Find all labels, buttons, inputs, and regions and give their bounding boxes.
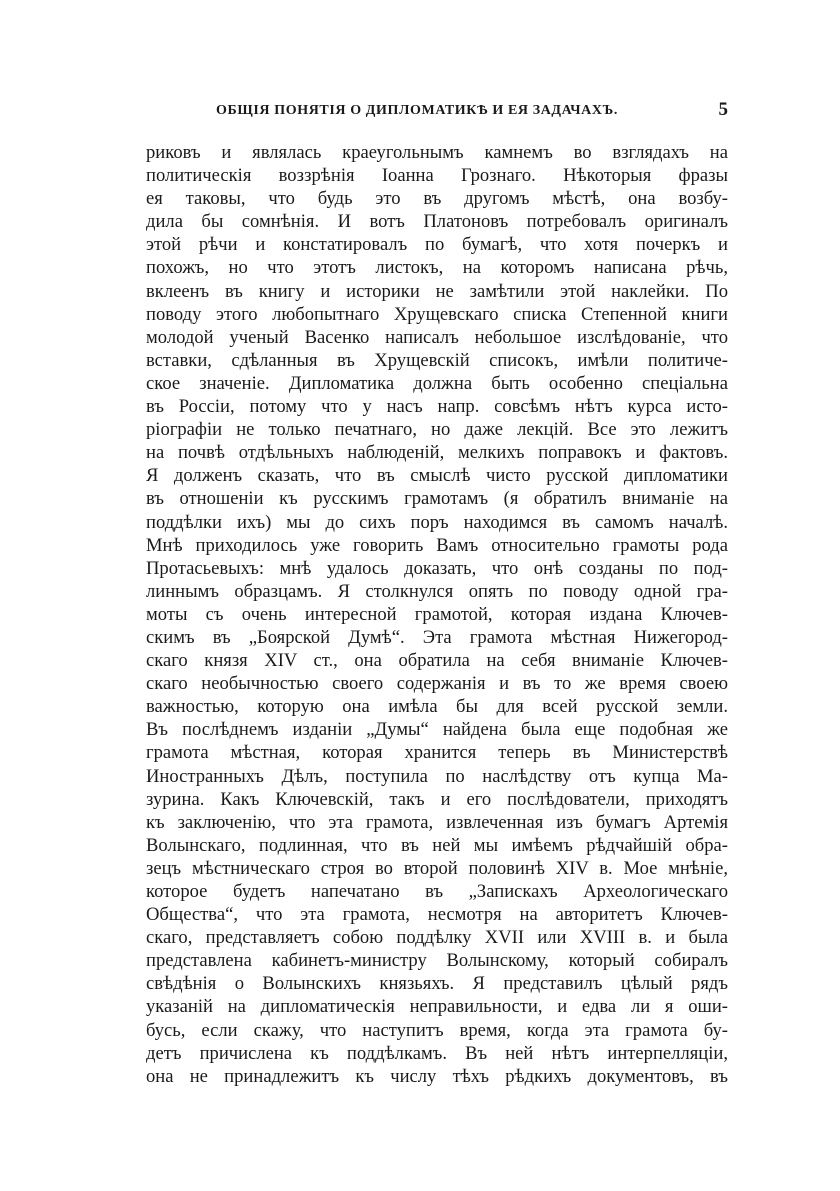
text-line: Волынскаго, подлинная, что въ ней мы имѣемъ рѣдчайшій обра- xyxy=(146,834,728,856)
text-line: указаній на дипломатическія неправильности, и едва ли я оши- xyxy=(146,996,728,1018)
text-line: ея таковы, что будь это въ другомъ мѣстѣ, она возбу- xyxy=(146,188,728,210)
text-line: свѣдѣнія о Волынскихъ князьяхъ. Я представилъ цѣлый рядъ xyxy=(146,973,728,995)
text-line: скаго необычностью своего содержанія и въ то же время своею xyxy=(146,673,728,695)
text-line: этой рѣчи и констатировалъ по бумагѣ, что хотя почеркъ и xyxy=(146,234,728,256)
text-line: въ отношеніи къ русскимъ грамотамъ (я обратилъ вниманіе на xyxy=(146,488,728,510)
text-line: Я долженъ сказать, что въ смыслѣ чисто русской дипломатики xyxy=(146,465,728,487)
text-line: скимъ въ „Боярской Думѣ“. Эта грамота мѣстная Нижегород- xyxy=(146,626,728,648)
text-line: которое будетъ напечатано въ „Запискахъ Археологическаго xyxy=(146,881,728,902)
text-line: моты съ очень интересной грамотой, которая издана Ключев- xyxy=(146,603,728,625)
text-line: бусь, если скажу, что наступитъ время, когда эта грамота бу- xyxy=(146,1019,728,1041)
text-line: зурина. Какъ Ключевскій, такъ и его послѣдователи, приходятъ xyxy=(146,788,728,810)
text-line: къ заключенію, что эта грамота, извлеченная изъ бумагъ Артемія xyxy=(146,811,728,833)
text-line: она не принадлежитъ къ числу тѣхъ рѣдкихъ документовъ, въ xyxy=(146,1065,728,1087)
text-line: похожъ, но что этотъ листокъ, на которомъ написана рѣчь, xyxy=(146,257,728,279)
page-number: 5 xyxy=(718,99,728,120)
text-line: грамота мѣстная, которая хранится теперь въ Министерствѣ xyxy=(146,742,728,764)
text-line: детъ причислена къ поддѣлкамъ. Въ ней нѣтъ интерпелляціи, xyxy=(146,1042,728,1064)
text-line: поддѣлки ихъ) мы до сихъ поръ находимся въ самомъ началѣ. xyxy=(146,511,728,533)
text-line: скаго князя XIV ст., она обратила на себя вниманіе Ключев- xyxy=(146,650,728,672)
text-line: ріографіи не только печатнаго, но даже лекцій. Все это лежитъ xyxy=(146,419,728,441)
body-text xyxy=(146,141,728,1088)
text-line: молодой ученый Васенко написалъ небольшое изслѣдованіе, что xyxy=(146,326,728,348)
text-line: Иностранныхъ Дѣлъ, поступила по наслѣдству отъ купца Ма- xyxy=(146,765,728,787)
text-line: въ Россіи, потому что у насъ напр. совсѣмъ нѣтъ курса исто- xyxy=(146,396,728,418)
text-line: Въ послѣднемъ изданіи „Думы“ найдена была еще подобная же xyxy=(146,719,728,741)
text-line: политическія воззрѣнія Іоанна Грознаго. Нѣкоторыя фразы xyxy=(146,165,728,187)
text-line: поводу этого любопытнаго Хрущевскаго списка Степенной книги xyxy=(146,303,728,325)
text-line: риковъ и являлась краеугольнымъ камнемъ во взглядахъ на xyxy=(146,142,728,163)
text-line: зецъ мѣстническаго строя во второй половинѣ XIV в. Мое мнѣніе, xyxy=(146,857,728,879)
text-line: на почвѣ отдѣльныхъ наблюденій, мелкихъ поправокъ и фактовъ. xyxy=(146,442,728,464)
text-line: Общества“, что эта грамота, несмотря на авторитетъ Ключев- xyxy=(146,904,728,926)
text-line: ское значеніе. Дипломатика должна быть особенно спеціальна xyxy=(146,372,728,394)
text-line: вставки, сдѣланныя въ Хрущевскій списокъ, имѣли политиче- xyxy=(146,349,728,371)
text-line: вклеенъ въ книгу и историки не замѣтили этой наклейки. По xyxy=(146,280,728,302)
text-line: Протасьевыхъ: мнѣ удалось доказать, что онѣ созданы по под- xyxy=(146,557,728,579)
text-line: Мнѣ приходилось уже говорить Вамъ относительно грамоты рода xyxy=(146,534,728,556)
text-line: представлена кабинетъ-министру Волынскому, который собиралъ xyxy=(146,950,728,972)
running-header xyxy=(146,100,728,126)
text-line: линнымъ образцамъ. Я столкнулся опять по поводу одной гра- xyxy=(146,580,728,602)
text-line: дила бы сомнѣнія. И вотъ Платоновъ потребовалъ оригиналъ xyxy=(146,211,728,233)
text-line: важностью, которую она имѣла бы для всей русской земли. xyxy=(146,696,728,718)
running-header-title: ОБЩІЯ ПОНЯТІЯ О ДИПЛОМАТИКѢ И ЕЯ ЗАДАЧАХЪ. xyxy=(216,103,618,118)
text-line: скаго, представляетъ собою поддѣлку XVII или XVIII в. и была xyxy=(146,927,728,949)
